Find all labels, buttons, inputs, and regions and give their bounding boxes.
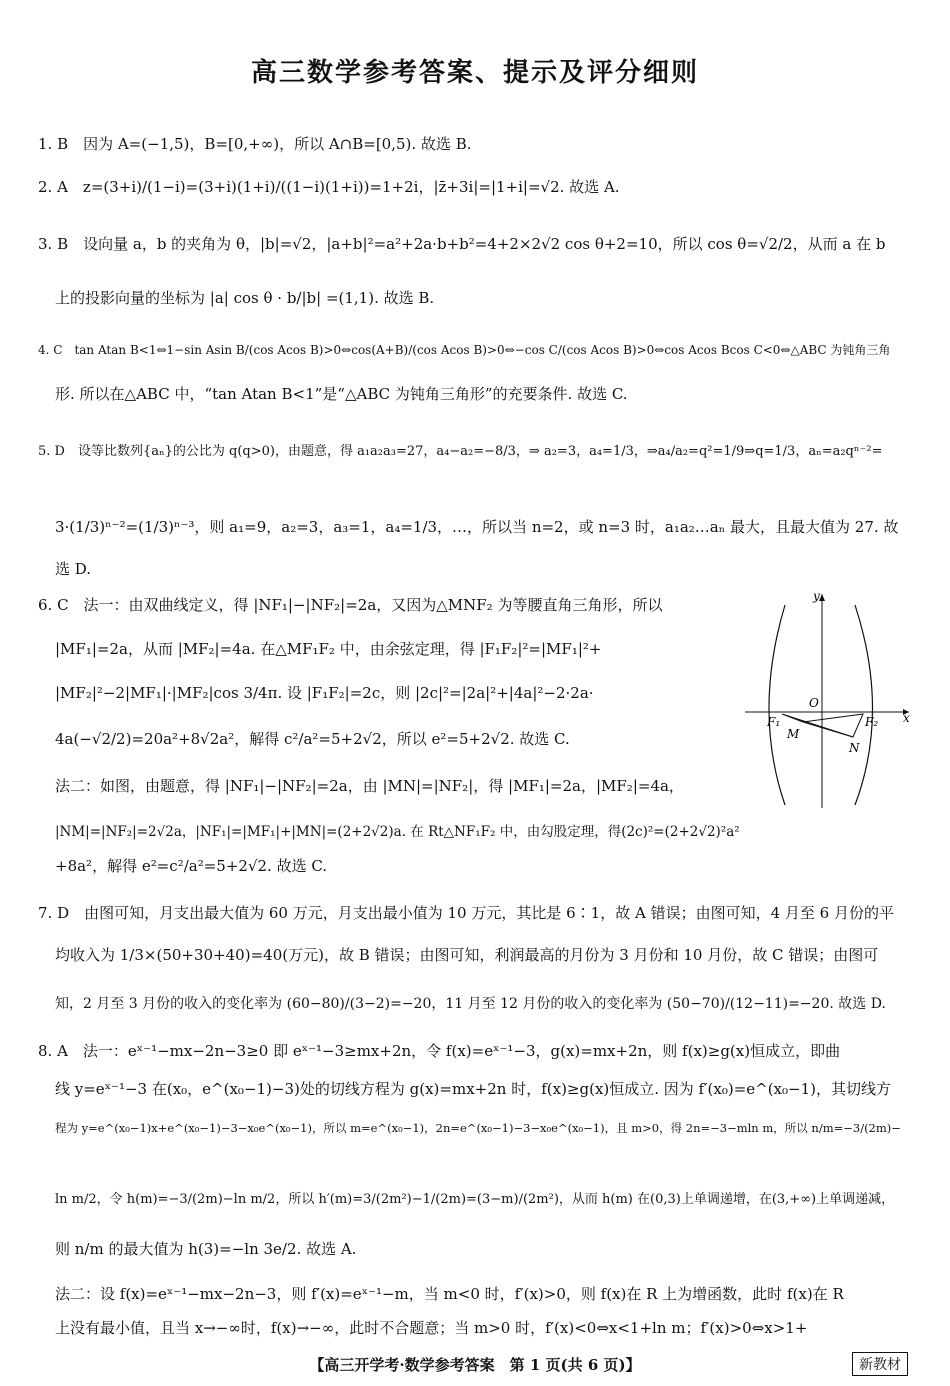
- answer-line: |MF₂|²−2|MF₁|·|MF₂|cos 3/4π. 设 |F₁F₂|=2c，则 |2c|²=|2a|²+|4a|²−2·2a·: [55, 684, 594, 702]
- f1-label: F₁: [767, 715, 781, 729]
- answer-line: 上的投影向量的坐标为 |a| cos θ · b/|b| =(1,1). 故选 B.: [55, 289, 435, 307]
- page-footer: 【高三开学考·数学参考答案 第 1 页(共 6 页)】: [309, 1356, 641, 1374]
- answer-line: 法二：如图，由题意，得 |NF₁|−|NF₂|=2a，由 |MN|=|NF₂|，得 |MF₁|=2a，|MF₂|=4a，: [55, 777, 684, 795]
- hyperbola-right-branch: [855, 605, 873, 805]
- answer-line: |MF₁|=2a，从而 |MF₂|=4a. 在△MF₁F₂ 中，由余弦定理，得 |F₁F₂|²=|MF₁|²+: [55, 640, 602, 658]
- answer-line: 2. A z=(3+i)/(1−i)=(3+i)(1+i)/((1−i)(1+i))=1+2i，|z̄+3i|=|1+i|=√2. 故选 A.: [38, 178, 620, 196]
- x-label: x: [903, 711, 910, 725]
- answer-line: 上没有最小值，且当 x→−∞时，f(x)→−∞，此时不合题意；当 m>0 时，f′(x)<0⇔x<1+ln m；f′(x)>0⇔x>1+: [55, 1319, 808, 1337]
- answer-line: 5. D 设等比数列{aₙ}的公比为 q(q>0)，由题意，得 a₁a₂a₃=27，a₄−a₂=−8/3，⇒ a₂=3，a₄=1/3，⇒a₄/a₂=q²=1/9⇒q=1/3，aₙ=a₂qⁿ⁻²=: [38, 444, 883, 459]
- answer-line: 6. C 法一：由双曲线定义，得 |NF₁|−|NF₂|=2a，又因为△MNF₂ 为等腰直角三角形，所以: [38, 596, 663, 614]
- f2-label: F₂: [865, 715, 879, 729]
- hyperbola-left-branch: [769, 605, 785, 805]
- answer-line: 1. B 因为 A=(−1,5)，B=[0,+∞)，所以 A∩B=[0,5). 故选 B.: [38, 135, 472, 153]
- origin-label: O: [809, 696, 819, 710]
- y-label: y: [813, 590, 820, 603]
- answer-line: 4a(−√2/2)=20a²+8√2a²，解得 c²/a²=5+2√2，所以 e²=5+2√2. 故选 C.: [55, 730, 570, 748]
- answer-line: 7. D 由图可知，月支出最大值为 60 万元，月支出最小值为 10 万元，其比是 6∶1，故 A 错误；由图可知，4 月至 6 月份的平: [38, 904, 894, 922]
- answer-line: 3. B 设向量 a，b 的夹角为 θ，|b|=√2，|a+b|²=a²+2a·b+b²=4+2×2√2 cos θ+2=10，所以 cos θ=√2/2，从而 a 在 b: [38, 235, 886, 253]
- edition-badge: 新教材: [852, 1352, 908, 1376]
- answer-line: 法二：设 f(x)=eˣ⁻¹−mx−2n−3，则 f′(x)=eˣ⁻¹−m，当 m<0 时，f′(x)>0，则 f(x)在 R 上为增函数，此时 f(x)在 R: [55, 1285, 844, 1303]
- answer-line: |NM|=|NF₂|=2√2a，|NF₁|=|MF₁|+|MN|=(2+2√2)a. 在 Rt△NF₁F₂ 中，由勾股定理，得(2c)²=(2+2√2)²a²: [55, 824, 740, 840]
- answer-line: 8. A 法一：eˣ⁻¹−mx−2n−3≥0 即 eˣ⁻¹−3≥mx+2n，令 f(x)=eˣ⁻¹−3，g(x)=mx+2n，则 f(x)≥g(x)恒成立，即曲: [38, 1042, 841, 1060]
- answer-line: 均收入为 1/3×(50+30+40)=40(万元)，故 B 错误；由图可知，利润最高的月份为 3 月份和 10 月份，故 C 错误；由图可: [55, 946, 879, 964]
- answer-line: 知，2 月至 3 月份的收入的变化率为 (60−80)/(3−2)=−20，11 月至 12 月份的收入的变化率为 (50−70)/(12−11)=−20. 故选 D.: [55, 996, 886, 1012]
- y-axis-arrow-icon: [819, 594, 825, 601]
- hyperbola-figure: [745, 590, 913, 810]
- answer-line: 选 D.: [55, 560, 92, 578]
- segment-mn: [803, 722, 853, 737]
- answer-line: +8a²，解得 e²=c²/a²=5+2√2. 故选 C.: [55, 857, 328, 875]
- answer-line: 则 n/m 的最大值为 h(3)=−ln 3e/2. 故选 A.: [55, 1240, 357, 1258]
- m-label: M: [787, 727, 800, 741]
- answer-line: 3·(1/3)ⁿ⁻²=(1/3)ⁿ⁻³，则 a₁=9，a₂=3，a₃=1，a₄=1/3，…，所以当 n=2，或 n=3 时，a₁a₂…aₙ 最大，且最大值为 27. 故: [55, 518, 899, 536]
- answer-line: 4. C tan Atan B<1⇔1−sin Asin B/(cos Acos B)>0⇔cos(A+B)/(cos Acos B)>0⇔−cos C/(cos Acos B)>0⇔cos Acos Bcos C<0⇔△ABC 为钝角三角: [38, 343, 891, 357]
- answer-line: ln m/2，令 h(m)=−3/(2m)−ln m/2，所以 h′(m)=3/(2m²)−1/(2m)=(3−m)/(2m²)，从而 h(m) 在(0,3)上单调递增，在(3,+∞)上单调递减，: [55, 1192, 895, 1207]
- answer-line: 形. 所以在△ABC 中，“tan Atan B<1”是“△ABC 为钝角三角形”的充要条件. 故选 C.: [55, 385, 628, 403]
- page-title: 高三数学参考答案、提示及评分细则: [250, 58, 699, 88]
- answer-line: 程为 y=e^(x₀−1)x+e^(x₀−1)−3−x₀e^(x₀−1)，所以 m=e^(x₀−1)，2n=e^(x₀−1)−3−x₀e^(x₀−1)，且 m>0，得 2n=−3−mln m，所以 n/m=−3/(2m)−: [55, 1121, 901, 1135]
- n-label: N: [849, 741, 860, 755]
- answer-line: 线 y=eˣ⁻¹−3 在(x₀，e^(x₀−1)−3)处的切线方程为 g(x)=mx+2n 时，f(x)≥g(x)恒成立. 因为 f′(x₀)=e^(x₀−1)，其切线方: [55, 1080, 891, 1098]
